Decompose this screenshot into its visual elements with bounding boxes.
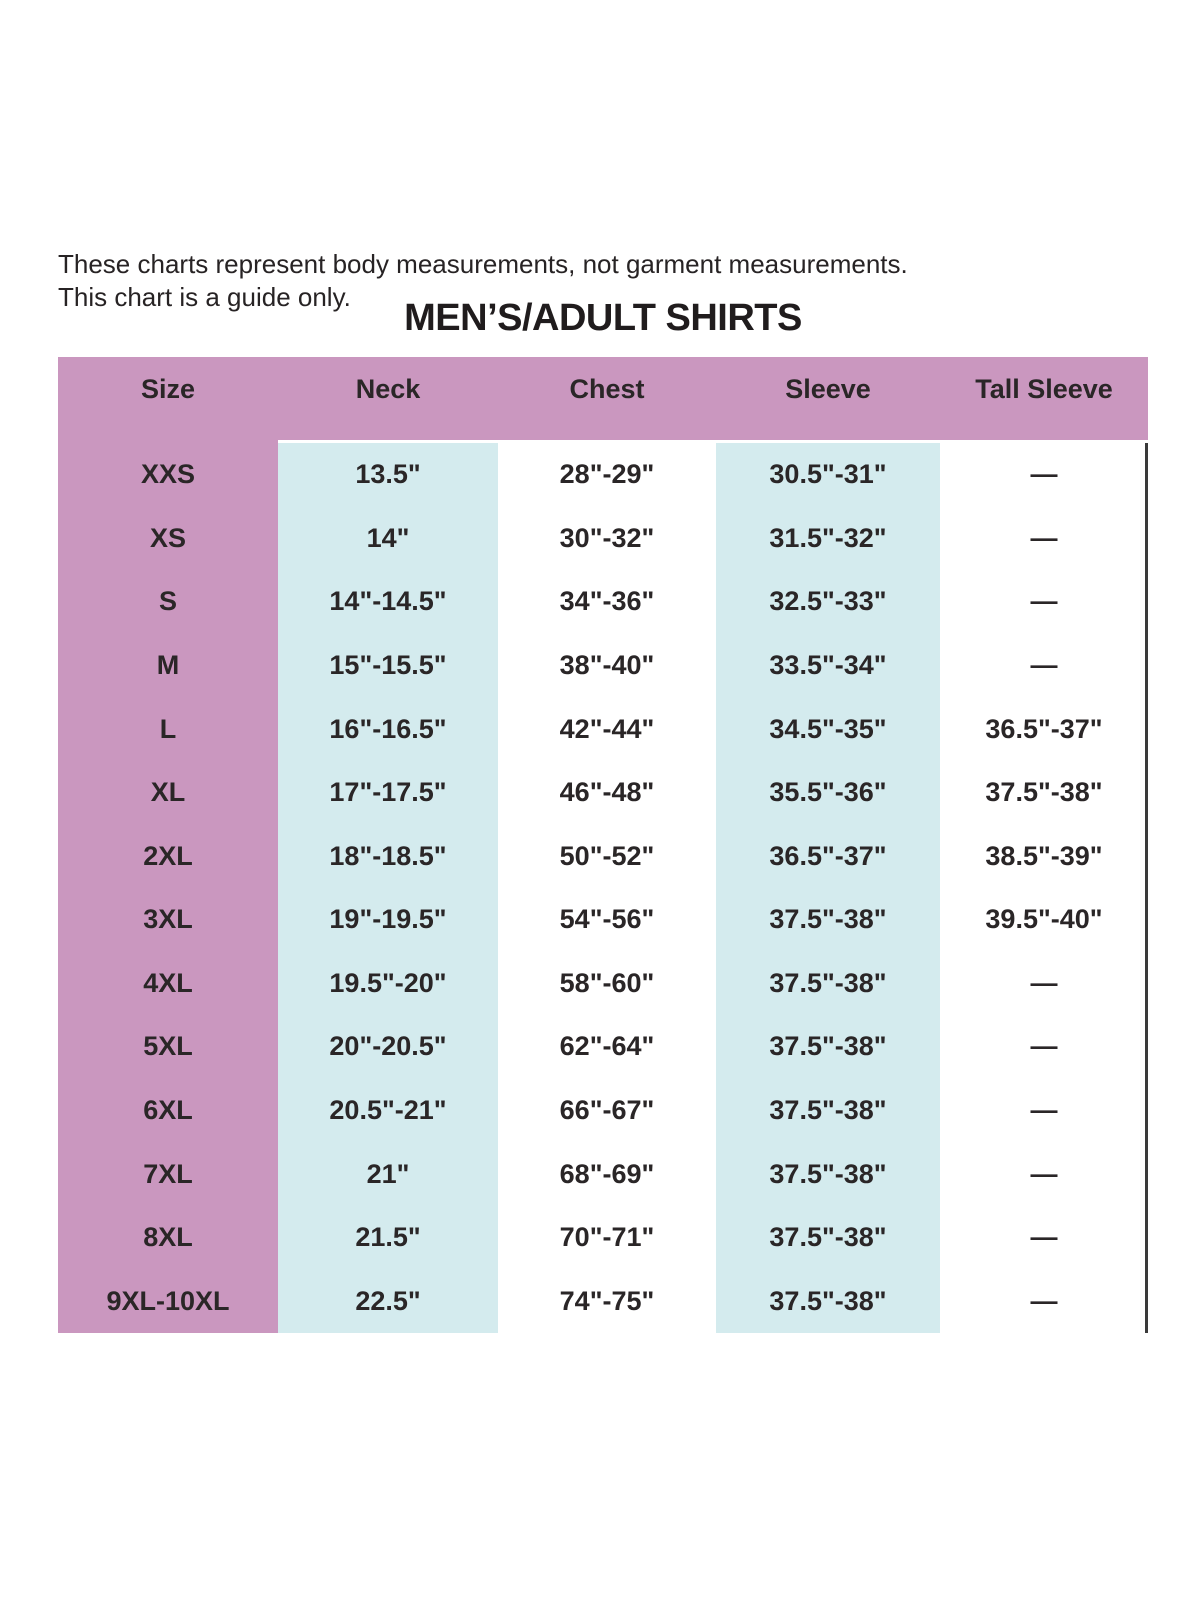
neck-cell: 14"-14.5" (329, 586, 447, 617)
size-table-body (58, 443, 1148, 1333)
column-header-neck: Neck (355, 374, 421, 404)
chest-cell: 50"-52" (559, 840, 655, 871)
size-cell: XXS (140, 459, 196, 490)
measurement-note-line1: These charts represent body measurements, not garment measurements. (58, 249, 908, 279)
table-row (58, 1015, 1148, 1079)
chest-cell: 38"-40" (559, 649, 655, 680)
chest-cell: 70"-71" (559, 1222, 655, 1253)
table-row (58, 1206, 1148, 1270)
sleeve-cell: 31.5"-32" (769, 522, 887, 553)
tall-sleeve-cell: — (1030, 1285, 1058, 1316)
tall-sleeve-cell: 39.5"-40" (985, 904, 1103, 935)
chest-cell: 30"-32" (559, 522, 655, 553)
tall-sleeve-cell: — (1030, 1158, 1058, 1189)
neck-cell: 22.5" (355, 1285, 421, 1316)
neck-cell: 18"-18.5" (329, 840, 447, 871)
sleeve-cell: 33.5"-34" (769, 649, 887, 680)
column-header-size: Size (140, 374, 196, 404)
chest-cell: 58"-60" (559, 967, 655, 998)
chart-title: MEN’S/ADULT SHIRTS (404, 297, 802, 339)
size-cell: 7XL (143, 1158, 193, 1189)
tall-sleeve-cell: 36.5"-37" (985, 713, 1103, 744)
tall-sleeve-cell: 37.5"-38" (985, 777, 1103, 808)
sleeve-cell: 37.5"-38" (769, 1094, 887, 1125)
table-row (58, 761, 1148, 825)
column-header-tall-sleeve: Tall Sleeve (975, 374, 1113, 404)
tall-sleeve-cell: — (1030, 1222, 1058, 1253)
size-cell: XS (149, 522, 187, 553)
sleeve-cell: 37.5"-38" (769, 1285, 887, 1316)
neck-cell: 14" (366, 522, 410, 553)
table-row (58, 952, 1148, 1016)
size-cell: S (158, 586, 177, 617)
chest-cell: 66"-67" (559, 1094, 655, 1125)
size-cell: 3XL (143, 904, 193, 935)
neck-cell: 21" (366, 1158, 410, 1189)
size-cell: 8XL (143, 1222, 193, 1253)
table-row (58, 824, 1148, 888)
sleeve-cell: 37.5"-38" (769, 1222, 887, 1253)
neck-cell: 20.5"-21" (329, 1094, 447, 1125)
table-row (58, 888, 1148, 952)
tall-sleeve-cell: — (1030, 1031, 1058, 1062)
table-row (58, 570, 1148, 634)
table-row (58, 634, 1148, 698)
sleeve-cell: 37.5"-38" (769, 1158, 887, 1189)
neck-cell: 15"-15.5" (329, 649, 447, 680)
table-row (58, 1269, 1148, 1333)
chest-cell: 28"-29" (559, 459, 655, 490)
neck-cell: 17"-17.5" (329, 777, 447, 808)
tall-sleeve-cell: — (1030, 522, 1058, 553)
tall-sleeve-cell: — (1030, 967, 1058, 998)
tall-sleeve-cell: — (1030, 586, 1058, 617)
chest-cell: 68"-69" (559, 1158, 655, 1189)
chest-cell: 42"-44" (559, 713, 655, 744)
size-table (58, 357, 1148, 1333)
size-cell: 2XL (143, 840, 193, 871)
neck-cell: 16"-16.5" (329, 713, 447, 744)
size-cell: L (159, 713, 177, 744)
neck-cell: 20"-20.5" (329, 1031, 447, 1062)
table-row (58, 443, 1148, 507)
sleeve-cell: 30.5"-31" (769, 459, 887, 490)
neck-cell: 13.5" (355, 459, 421, 490)
table-row (58, 1142, 1148, 1206)
measurement-note-line2: This chart is a guide only. (58, 282, 351, 312)
chest-cell: 74"-75" (559, 1285, 655, 1316)
neck-cell: 19"-19.5" (329, 904, 447, 935)
table-row (58, 507, 1148, 571)
size-cell: XL (150, 777, 186, 808)
table-row (58, 1079, 1148, 1143)
chest-cell: 46"-48" (559, 777, 655, 808)
chest-cell: 54"-56" (559, 904, 655, 935)
tall-sleeve-cell: — (1030, 459, 1058, 490)
size-cell: 5XL (143, 1031, 193, 1062)
chest-cell: 34"-36" (559, 586, 655, 617)
sleeve-cell: 37.5"-38" (769, 904, 887, 935)
sleeve-cell: 35.5"-36" (769, 777, 887, 808)
sleeve-cell: 34.5"-35" (769, 713, 887, 744)
neck-cell: 21.5" (355, 1222, 421, 1253)
size-cell: 9XL-10XL (106, 1285, 230, 1316)
size-cell: 4XL (143, 967, 193, 998)
tall-sleeve-cell: — (1030, 1094, 1058, 1125)
size-cell: 6XL (143, 1094, 193, 1125)
tall-sleeve-cell: 38.5"-39" (985, 840, 1103, 871)
column-header-sleeve: Sleeve (785, 374, 871, 404)
sleeve-cell: 37.5"-38" (769, 967, 887, 998)
chest-cell: 62"-64" (559, 1031, 655, 1062)
size-cell: M (156, 649, 180, 680)
sleeve-cell: 32.5"-33" (769, 586, 887, 617)
table-row (58, 697, 1148, 761)
column-header-chest: Chest (569, 374, 645, 404)
tall-sleeve-cell: — (1030, 649, 1058, 680)
sleeve-cell: 36.5"-37" (769, 840, 887, 871)
table-header-row (58, 357, 1148, 440)
neck-cell: 19.5"-20" (329, 967, 447, 998)
sleeve-cell: 37.5"-38" (769, 1031, 887, 1062)
